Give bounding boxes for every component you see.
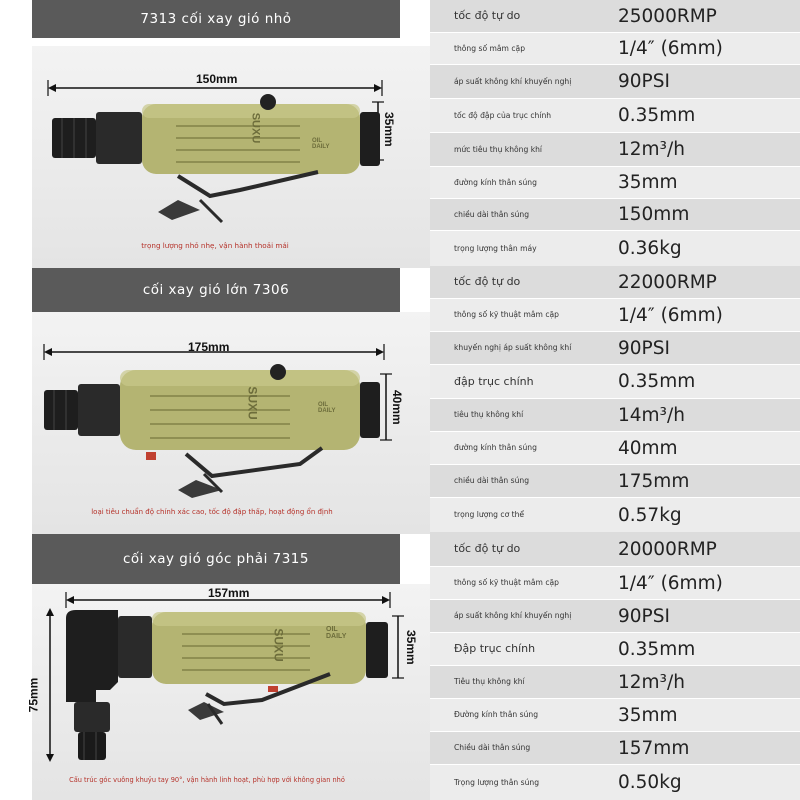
- spec-value: 0.36kg: [618, 238, 682, 259]
- spec-value: 35mm: [618, 704, 678, 726]
- spec-row: [430, 0, 800, 32]
- spec-label: chiều dài thân súng: [454, 476, 530, 485]
- height-dimension: 75mm: [26, 677, 41, 713]
- product-caption: Cấu trúc góc vuông khuỷu tay 90°, vận hành linh hoạt, phù hợp với không gian nhỏ: [69, 776, 345, 784]
- spec-row: [430, 99, 800, 132]
- spec-label: Đường kính thân súng: [454, 710, 539, 719]
- oil-daily-mark: OIL DAILY: [318, 402, 336, 414]
- product-panel-7313: [0, 0, 430, 268]
- spec-row: [430, 231, 800, 266]
- spec-value: 0.50kg: [618, 772, 682, 793]
- spec-row: [430, 33, 800, 64]
- spec-label: Chiều dài thân súng: [454, 743, 531, 752]
- spec-label: đường kính thân súng: [454, 443, 537, 452]
- spec-label: Tiêu thụ không khí: [454, 677, 525, 686]
- spec-row: [430, 365, 800, 398]
- spec-label: trọng lượng thân máy: [454, 243, 537, 253]
- spec-label: áp suất không khí khuyến nghị: [454, 611, 572, 620]
- spec-label: trọng lượng cơ thể: [454, 510, 525, 519]
- spec-label: tiêu thụ không khí: [454, 410, 524, 419]
- spec-row: [430, 65, 800, 98]
- spec-table-7306: [430, 266, 800, 532]
- length-dimension: 157mm: [208, 586, 250, 600]
- spec-label: khuyến nghị áp suất không khí: [454, 343, 572, 352]
- product-panel-7306: [0, 268, 430, 534]
- spec-row: [430, 465, 800, 497]
- product-caption: loại tiêu chuẩn độ chính xác cao, tốc độ đập thấp, hoạt động ổn định: [91, 508, 333, 516]
- spec-value: 157mm: [618, 737, 690, 759]
- product-title: 7313 cối xay gió nhỏ: [32, 0, 400, 38]
- oil-daily-mark: OIL DAILY: [312, 138, 330, 150]
- diameter-dimension: 40mm: [390, 390, 404, 425]
- brand-mark: SUXU: [245, 386, 260, 420]
- spec-table-7315: [430, 532, 800, 800]
- die-grinder-7306-image: [0, 268, 430, 534]
- spec-label: tốc độ tự do: [454, 275, 521, 288]
- brand-mark: SUXU: [249, 112, 262, 144]
- spec-value: 90PSI: [618, 605, 670, 627]
- spec-value: 1/4″ (6mm): [618, 572, 723, 594]
- spec-value: 0.57kg: [618, 504, 682, 526]
- spec-value: 90PSI: [618, 71, 670, 92]
- spec-value: 12m³/h: [618, 139, 685, 160]
- spec-value: 175mm: [618, 470, 690, 492]
- spec-row: [430, 699, 800, 731]
- spec-label: đường kính thân súng: [454, 177, 537, 187]
- length-dimension: 150mm: [196, 72, 238, 86]
- spec-row: [430, 633, 800, 665]
- spec-label: tốc độ tự do: [454, 542, 521, 555]
- die-grinder-7313-image: [0, 0, 430, 268]
- spec-value: 22000RMP: [618, 271, 717, 293]
- spec-row: [430, 332, 800, 364]
- length-dimension: 175mm: [188, 340, 230, 354]
- spec-value: 150mm: [618, 204, 690, 225]
- spec-row: [430, 266, 800, 298]
- spec-value: 0.35mm: [618, 638, 696, 660]
- spec-row: [430, 532, 800, 566]
- spec-label: thông số kỹ thuật mâm cặp: [454, 578, 559, 587]
- product-title: cối xay gió lớn 7306: [32, 268, 400, 312]
- spec-table-7313: [430, 0, 800, 266]
- spec-value: 20000RMP: [618, 538, 717, 560]
- spec-value: 1/4″ (6mm): [618, 38, 723, 59]
- oil-daily-mark: OIL DAILY: [326, 626, 347, 640]
- spec-value: 25000RMP: [618, 5, 717, 27]
- spec-value: 35mm: [618, 172, 678, 193]
- angle-grinder-7315-image: [0, 534, 430, 800]
- spec-row: [430, 765, 800, 800]
- spec-label: thông số kỹ thuật mâm cặp: [454, 310, 559, 319]
- spec-row: [430, 299, 800, 331]
- diameter-dimension: 35mm: [404, 630, 418, 665]
- spec-row: [430, 498, 800, 532]
- spec-row: [430, 600, 800, 632]
- spec-row: [430, 666, 800, 698]
- spec-row: [430, 432, 800, 464]
- spec-label: chiều dài thân súng: [454, 209, 530, 219]
- spec-value: 90PSI: [618, 337, 670, 359]
- spec-value: 1/4″ (6mm): [618, 304, 723, 326]
- spec-label: Trọng lượng thân súng: [454, 777, 540, 787]
- spec-row: [430, 567, 800, 599]
- spec-label: mức tiêu thụ không khí: [454, 144, 543, 154]
- spec-label: tốc độ đập của trục chính: [454, 110, 552, 120]
- spec-label: đập trục chính: [454, 374, 534, 388]
- spec-label: Đập trục chính: [454, 642, 536, 655]
- spec-value: 14m³/h: [618, 404, 685, 426]
- product-panel-7315: [0, 534, 430, 800]
- spec-row: [430, 399, 800, 431]
- spec-value: 0.35mm: [618, 371, 696, 392]
- spec-value: 12m³/h: [618, 671, 685, 693]
- spec-row: [430, 167, 800, 198]
- spec-row: [430, 732, 800, 764]
- spec-row: [430, 133, 800, 166]
- spec-value: 40mm: [618, 437, 678, 459]
- product-caption: trọng lượng nhỏ nhẹ, vận hành thoải mái: [141, 241, 289, 250]
- spec-value: 0.35mm: [618, 105, 696, 126]
- spec-label: tốc độ tự do: [454, 9, 521, 22]
- spec-label: thông số mâm cặp: [454, 43, 526, 53]
- product-title: cối xay gió góc phải 7315: [32, 534, 400, 584]
- brand-mark: SUXU: [271, 628, 286, 662]
- spec-row: [430, 199, 800, 230]
- diameter-dimension: 35mm: [382, 112, 396, 147]
- spec-label: áp suất không khí khuyến nghị: [454, 76, 572, 86]
